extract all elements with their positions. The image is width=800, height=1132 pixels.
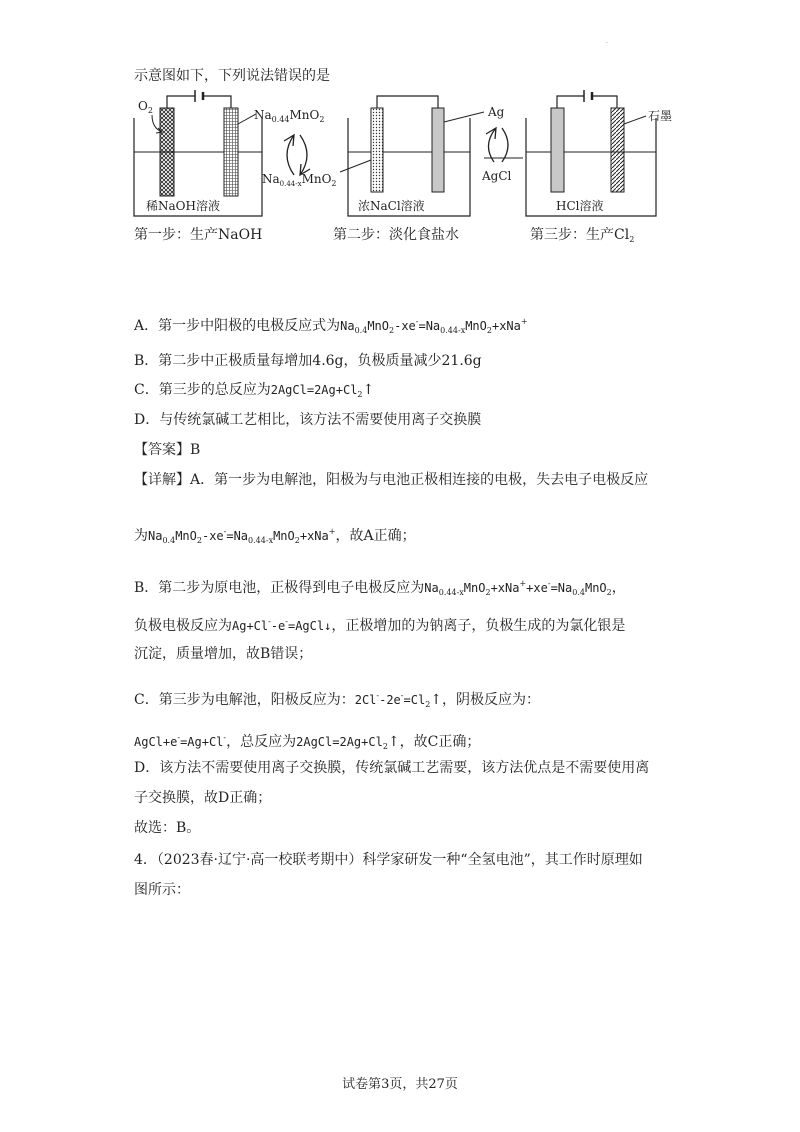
page-dot: · [606,40,608,47]
step1-cycle-arrows [284,135,310,175]
step2-caption: 第二步：淡化食盐水 [333,227,459,243]
detail-line-8: D．该方法不需要使用离子交换膜，传统氯碱工艺需要，该方法优点是不需要使用离 [134,760,650,776]
detail-line-6: C．第三步为电解池，阳极反应为：$2Cl^--2e^-=Cl_2↑$，阴极反应为： [134,691,541,709]
step2-right-electrode [432,108,444,192]
step3-left-electrode [551,108,564,192]
step3-right-electrode [611,108,624,192]
na044-label: $Na_{0.44}MnO_2$ [254,108,325,124]
detail-line-5: 沉淀，质量增加，故B错误； [134,646,313,662]
step1-left-electrode [160,108,174,196]
detail-line-10: 故选：B。 [134,820,201,836]
page-footer: 试卷第3页，共27页 [342,1077,458,1092]
option-a: A．第一步中阳极的电极反应式为$Na_{0.4}MnO_2-xe^-=Na_{0.44-x}MnO_2+xNa^+$ [134,317,528,335]
step1-cell [134,90,310,216]
graphite-label: 石墨 [648,109,673,123]
detail-line-4: 负极电极反应为Ag+Cl--e-=AgCl↓，正极增加的为钠离子，负极生成的为氯化银是 [134,617,626,634]
question-4-line-2: 图所示： [134,882,190,898]
detail-line-2: 为$Na_{0.4}MnO_2-xe^-=Na_{0.44-x}MnO_2+xNa^+$，故A正确； [134,527,416,545]
intro-text: 示意图如下，下列说法错误的是 [134,68,330,84]
detail-line-7: AgCl+e-=Ag+Cl-，总反应为$2AgCl=2Ag+Cl_2↑$，故C正确； [134,733,481,751]
detail-line-1: 【详解】A．第一步为电解池，阳极为与电池正极相连接的电极，失去电子电极反应 [134,472,649,488]
electrolysis-diagram [0,0,800,250]
step3-cell [526,90,656,216]
step2-left-electrode [371,108,383,192]
detail-line-9: 子交换膜，故D正确； [134,790,272,806]
step1-solution: 稀NaOH溶液 [146,199,220,213]
question-4-line-1: 4．（2023春·辽宁·高一校联考期中）科学家研发一种“全氢电池”，其工作时原理如 [134,852,643,868]
option-c: C．第三步的总反应为$2AgCl=2Ag+Cl_2↑$ [134,382,375,399]
option-b: B．第二步中正极质量每增加4.6g，负极质量减少21.6g [134,353,482,369]
na044x-label: $Na_{0.44-x}MnO_2$ [262,172,337,188]
step3-solution: HCl溶液 [556,199,604,213]
step1-right-electrode [224,108,238,196]
ag-label: Ag [488,105,505,119]
step3-caption: 第三步：生产$Cl_2$ [530,227,635,244]
step2-cycle-arrows [486,128,508,162]
step1-caption: 第一步：生产NaOH [134,227,263,243]
answer: 【答案】B [134,442,201,458]
agcl-label: AgCl [482,169,512,183]
option-d: D．与传统氯碱工艺相比，该方法不需要使用离子交换膜 [134,412,482,428]
step2-solution: 浓NaCl溶液 [358,199,425,213]
detail-line-3: B．第二步为原电池，正极得到电子电极反应为$Na_{0.44-x}MnO_2+xNa^++xe^-=Na_{0.4}MnO_2$， [134,579,626,597]
o2-label: $O_2$ [138,99,153,115]
